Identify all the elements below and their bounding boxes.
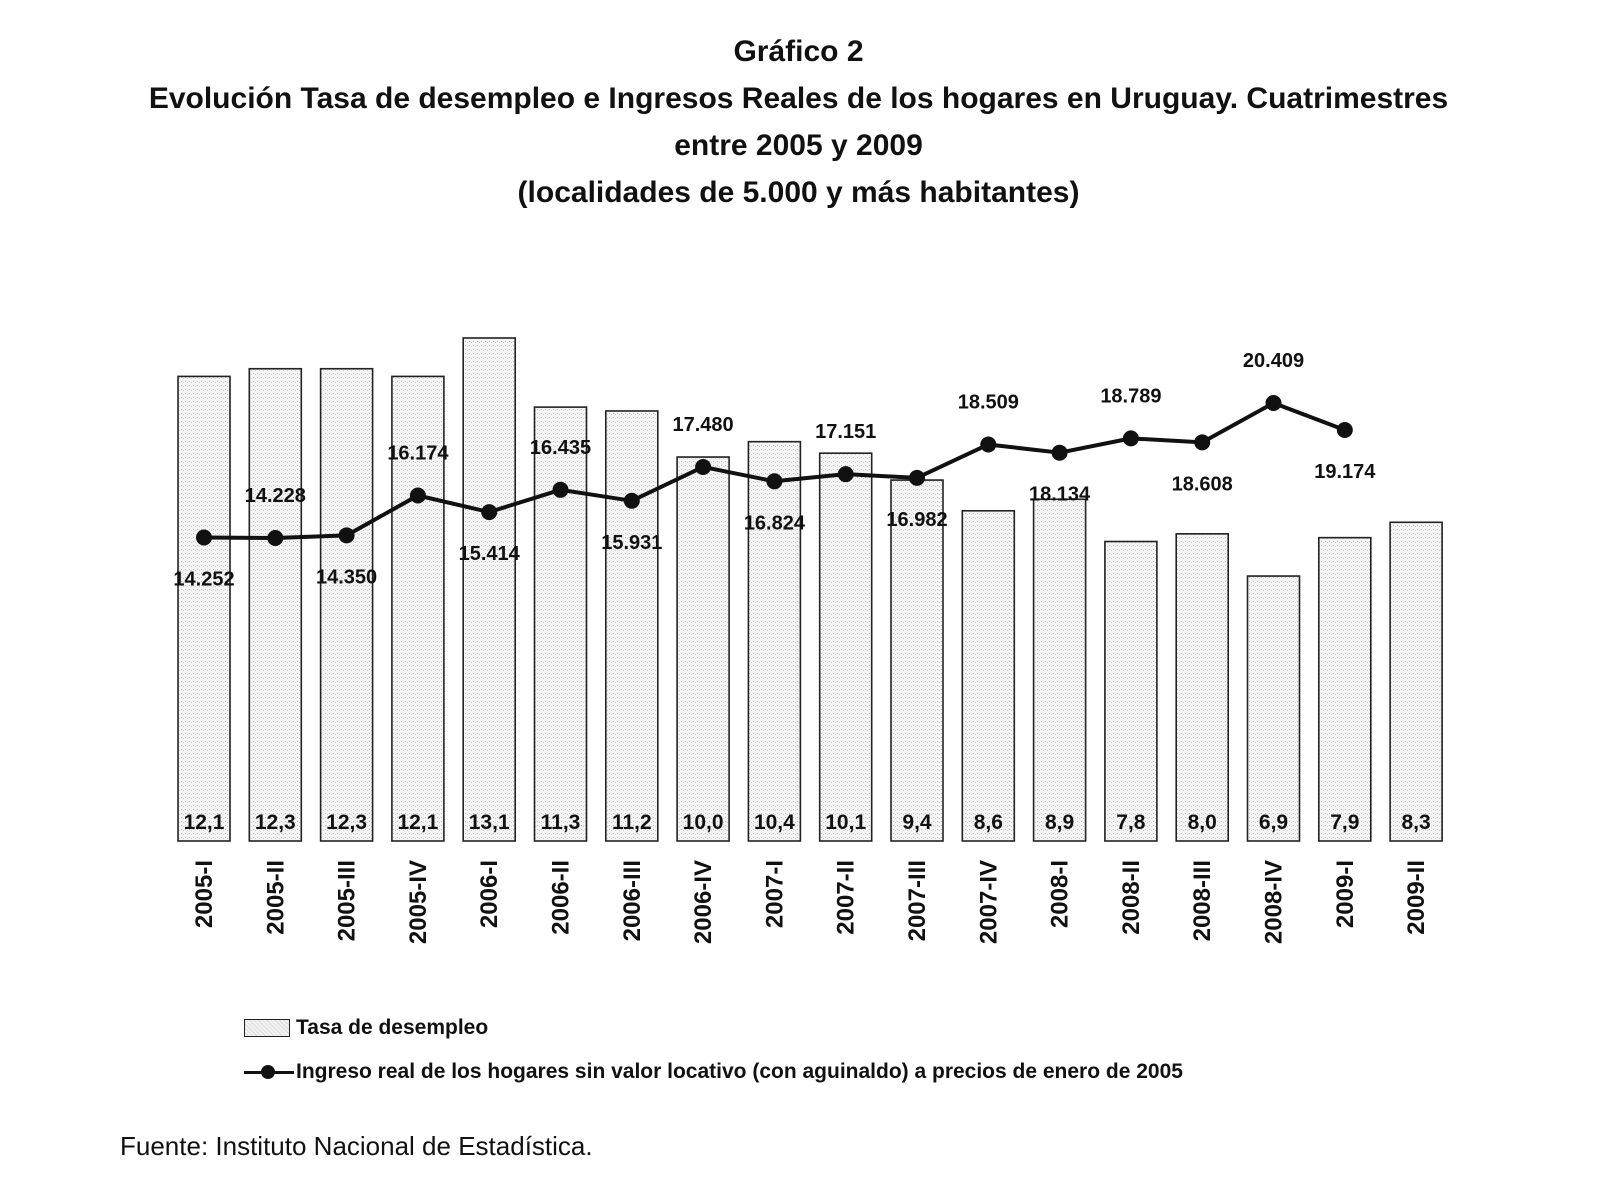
bar-value-label-2007-I: 10,4 [753,811,795,834]
chart-subtitle-line-3: (localidades de 5.000 y más habitantes) [517,176,1080,209]
income-data-label-2009-I: 19.174 [1314,460,1376,483]
bar-2006-III [606,411,658,841]
bar-2008-I [1034,499,1086,841]
bar-value-label-2005-I: 12,1 [183,811,225,834]
bar-value-label-2009-II: 8,3 [1401,811,1431,834]
income-data-label-2006-IV: 17.480 [672,413,734,436]
bar-value-label-2008-IV: 6,9 [1258,811,1289,834]
x-tick-label-2009-II: 2009-II [1403,860,1431,935]
income-point-2008-IV [1266,395,1282,411]
x-tick-label-2008-IV: 2008-IV [1260,860,1288,945]
income-data-label-2008-I: 18.134 [1029,483,1091,506]
bar-value-label-2006-III: 11,2 [611,811,652,834]
x-tick-label-2007-IV: 2007-IV [975,860,1003,945]
source-note: Fuente: Instituto Nacional de Estadística. [120,1131,593,1161]
bar-value-label-2006-IV: 10,0 [682,811,724,834]
income-point-2006-III [624,493,640,509]
x-tick-label-2007-II: 2007-II [832,860,860,935]
income-data-label-2005-I: 14.252 [173,568,235,591]
bar-2007-II [820,453,872,841]
bar-value-label-2007-III: 9,4 [902,811,932,834]
bar-value-label-2005-IV: 12,1 [397,811,439,834]
chart-subtitle-line-1: Evolución Tasa de desempleo e Ingresos Reales de los hogares en Uruguay. Cuatrimestres [148,82,1449,115]
bar-2008-II [1105,542,1157,841]
legend-bar-swatch [244,1019,290,1037]
x-tick-label-2005-IV: 2005-IV [404,860,432,945]
bar-value-label-2006-I: 13,1 [468,811,510,834]
income-point-2008-I [1052,445,1068,461]
income-point-2005-II [267,530,283,546]
x-tick-label-2006-I: 2006-I [476,860,504,929]
income-data-label-2008-II: 18.789 [1100,385,1162,408]
bar-2006-IV [677,457,729,841]
income-point-2006-II [553,482,569,498]
x-tick-label-2008-II: 2008-II [1117,860,1145,935]
bar-value-label-2008-III: 8,0 [1187,811,1217,834]
bar-2008-III [1176,534,1228,841]
legend-line-label: Ingreso real de los hogares sin valor locativo (con aguinaldo) a precios de enero de 2005 [296,1060,1183,1083]
chart-legend [244,1015,1183,1085]
x-tick-label-2006-IV: 2006-IV [690,860,718,945]
income-data-label-2006-III: 15.931 [601,531,663,554]
bar-value-label-2008-II: 7,8 [1116,811,1146,834]
bar-value-label-2008-I: 8,9 [1044,811,1075,834]
x-tick-label-2006-II: 2006-II [547,860,575,935]
bar-2006-I [463,338,515,841]
legend-item-line [244,1059,1183,1085]
income-data-label-2005-II: 14.228 [244,485,306,507]
bar-2005-II [249,369,301,841]
income-data-label-2008-III: 18.608 [1171,473,1233,496]
income-data-label-2007-II: 17.151 [815,421,877,444]
x-tick-label-2008-I: 2008-I [1046,860,1074,929]
legend-item-bar [244,1015,1183,1041]
bar-value-label-2009-I: 7,9 [1330,811,1360,834]
bar-value-label-2007-IV: 8,6 [973,811,1003,834]
income-point-2008-III [1194,434,1210,450]
x-tick-label-2007-I: 2007-I [761,860,789,929]
bar-2009-II [1390,522,1442,841]
income-data-label-2007-III: 16.982 [886,508,948,531]
x-tick-label-2007-III: 2007-III [904,860,931,942]
x-tick-label-2005-I: 2005-I [191,860,218,929]
income-point-2005-IV [410,487,426,503]
bar-2005-III [321,369,373,841]
bar-value-label-2007-II: 10,1 [825,811,867,834]
income-point-2007-II [838,466,854,482]
bar-value-label-2005-III: 12,3 [326,811,368,834]
income-point-2006-I [481,504,497,520]
bar-2007-IV [962,511,1014,841]
income-point-2007-I [766,473,782,489]
income-point-2005-I [196,529,212,545]
bar-value-label-2006-II: 11,3 [540,811,581,834]
legend-line-swatch [244,1064,294,1080]
income-data-label-2005-III: 14.350 [316,566,378,589]
bar-2009-I [1319,538,1371,841]
income-data-label-2008-IV: 20.409 [1242,350,1305,372]
bar-2007-III [891,480,943,841]
income-data-label-2007-I: 16.824 [743,512,805,535]
bar-value-label-2005-II: 12,3 [254,811,296,834]
income-data-label-2006-II: 16.435 [529,436,592,459]
income-point-2008-II [1123,430,1139,446]
bar-2008-IV [1248,576,1300,841]
income-point-2005-III [339,527,355,543]
bar-2005-I [178,376,230,841]
bar-2006-II [535,407,587,841]
x-tick-label-2005-III: 2005-III [333,860,361,942]
x-tick-label-2008-III: 2008-III [1189,860,1217,942]
chart-subtitle-line-2: entre 2005 y 2009 [674,129,923,162]
income-point-2009-I [1337,422,1353,438]
bar-2007-I [748,442,800,841]
income-data-label-2006-I: 15.414 [458,543,520,566]
x-tick-label-2009-I: 2009-I [1331,860,1359,929]
income-data-label-2005-IV: 16.174 [387,442,449,465]
income-point-2007-III [909,470,925,486]
x-tick-label-2006-III: 2006-III [618,860,646,942]
x-tick-label-2005-II: 2005-II [262,860,290,935]
chart-title: Gráfico 2 [733,35,864,68]
income-data-label-2007-IV: 18.509 [957,391,1019,414]
legend-bar-label: Tasa de desempleo [296,1016,489,1039]
income-point-2006-IV [695,459,711,475]
income-point-2007-IV [980,436,996,452]
